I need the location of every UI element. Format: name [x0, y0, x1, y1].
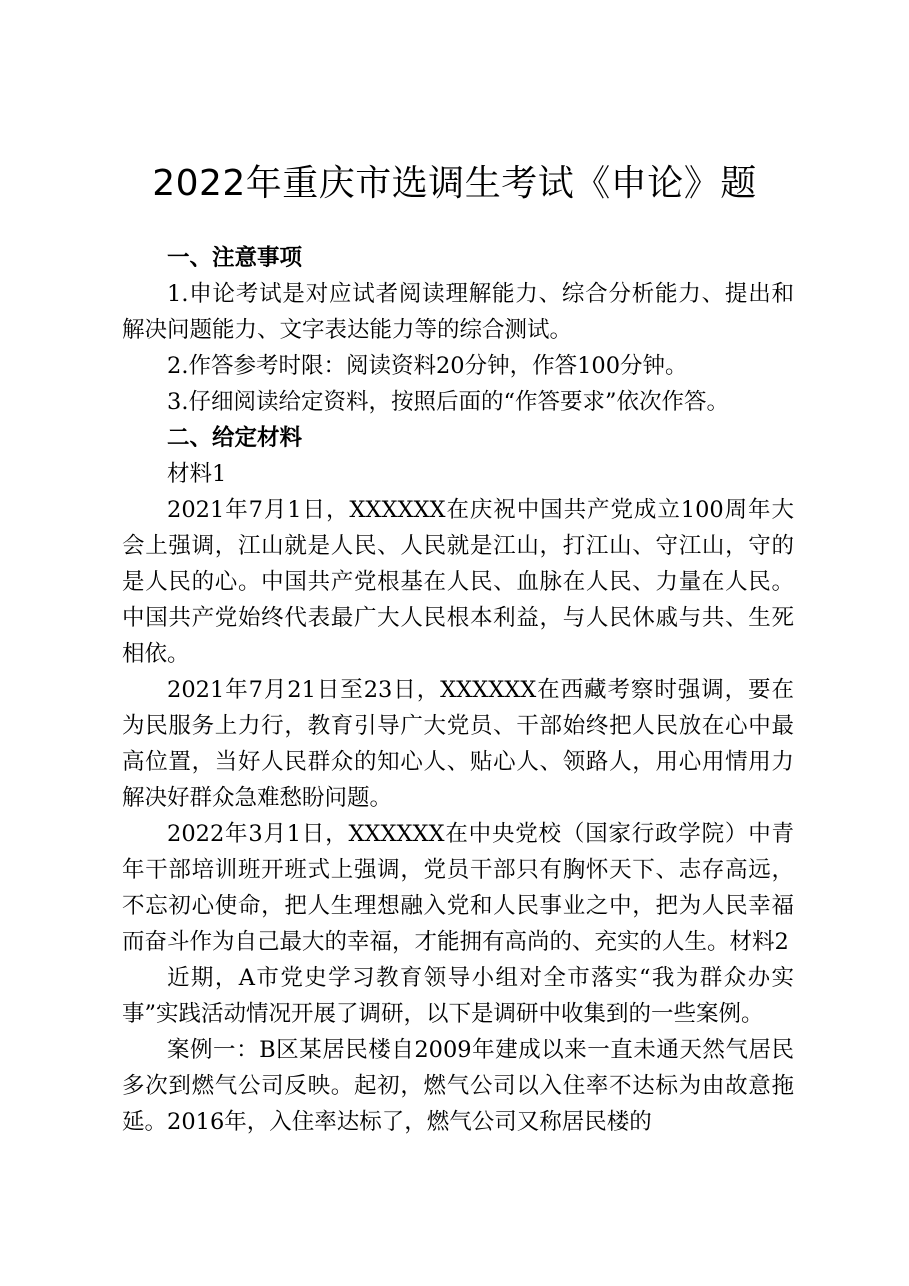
material-paragraph: 案例一：B区某居民楼自2009年建成以来一直未通天然气居民多次到燃气公司反映。起初，燃气公司以入住率不达标为由故意拖延。2016年，入住率达标了，燃气公司又称居民楼的 [122, 1037, 794, 1135]
material-paragraph: 近期，A市党史学习教育领导小组对全市落实“我为群众办实事”实践活动情况开展了调研，以下是调研中收集到的一些案例。 [122, 965, 794, 1027]
material-paragraph: 2022年3月1日，XXXXXX在中央党校（国家行政学院）中青年干部培训班开班式上强调，党员干部只有胸怀天下、志存高远，不忘初心使命，把人生理想融入党和人民事业之中，把为人民幸福而奋斗作为自己最大的幸福，才能拥有高尚的、充实的人生。材料2 [122, 821, 794, 955]
document-body [122, 240, 794, 1140]
material-paragraph: 2021年7月21日至23日，XXXXXX在西藏考察时强调，要在为民服务上力行，教育引导广大党员、干部始终把人民放在心中最高位置，当好人民群众的知心人、贴心人、领路人，用心用情用力解决好群众急难愁盼问题。 [122, 677, 794, 811]
note-item: 2.作答参考时限：阅读资料20分钟，作答100分钟。 [167, 353, 688, 379]
document-title: 2022年重庆市选调生考试《申论》题 [152, 163, 757, 204]
note-item: 3.仔细阅读给定资料，按照后面的“作答要求”依次作答。 [167, 389, 729, 415]
material-paragraph: 2021年7月1日，XXXXXX在庆祝中国共产党成立100周年大会上强调，江山就是人民、人民就是江山，打江山、守江山，守的是人民的心。中国共产党根基在人民、血脉在人民、力量在人民。中国共产党始终代表最广大人民根本利益，与人民休戚与共、生死相依。 [122, 497, 794, 667]
material-label: 材料1 [167, 461, 227, 487]
note-item: 1.申论考试是对应试者阅读理解能力、综合分析能力、提出和解决问题能力、文字表达能力等的综合测试。 [122, 281, 794, 343]
section-heading-notes: 一、注意事项 [167, 245, 303, 271]
section-heading-materials: 二、给定材料 [167, 425, 303, 451]
